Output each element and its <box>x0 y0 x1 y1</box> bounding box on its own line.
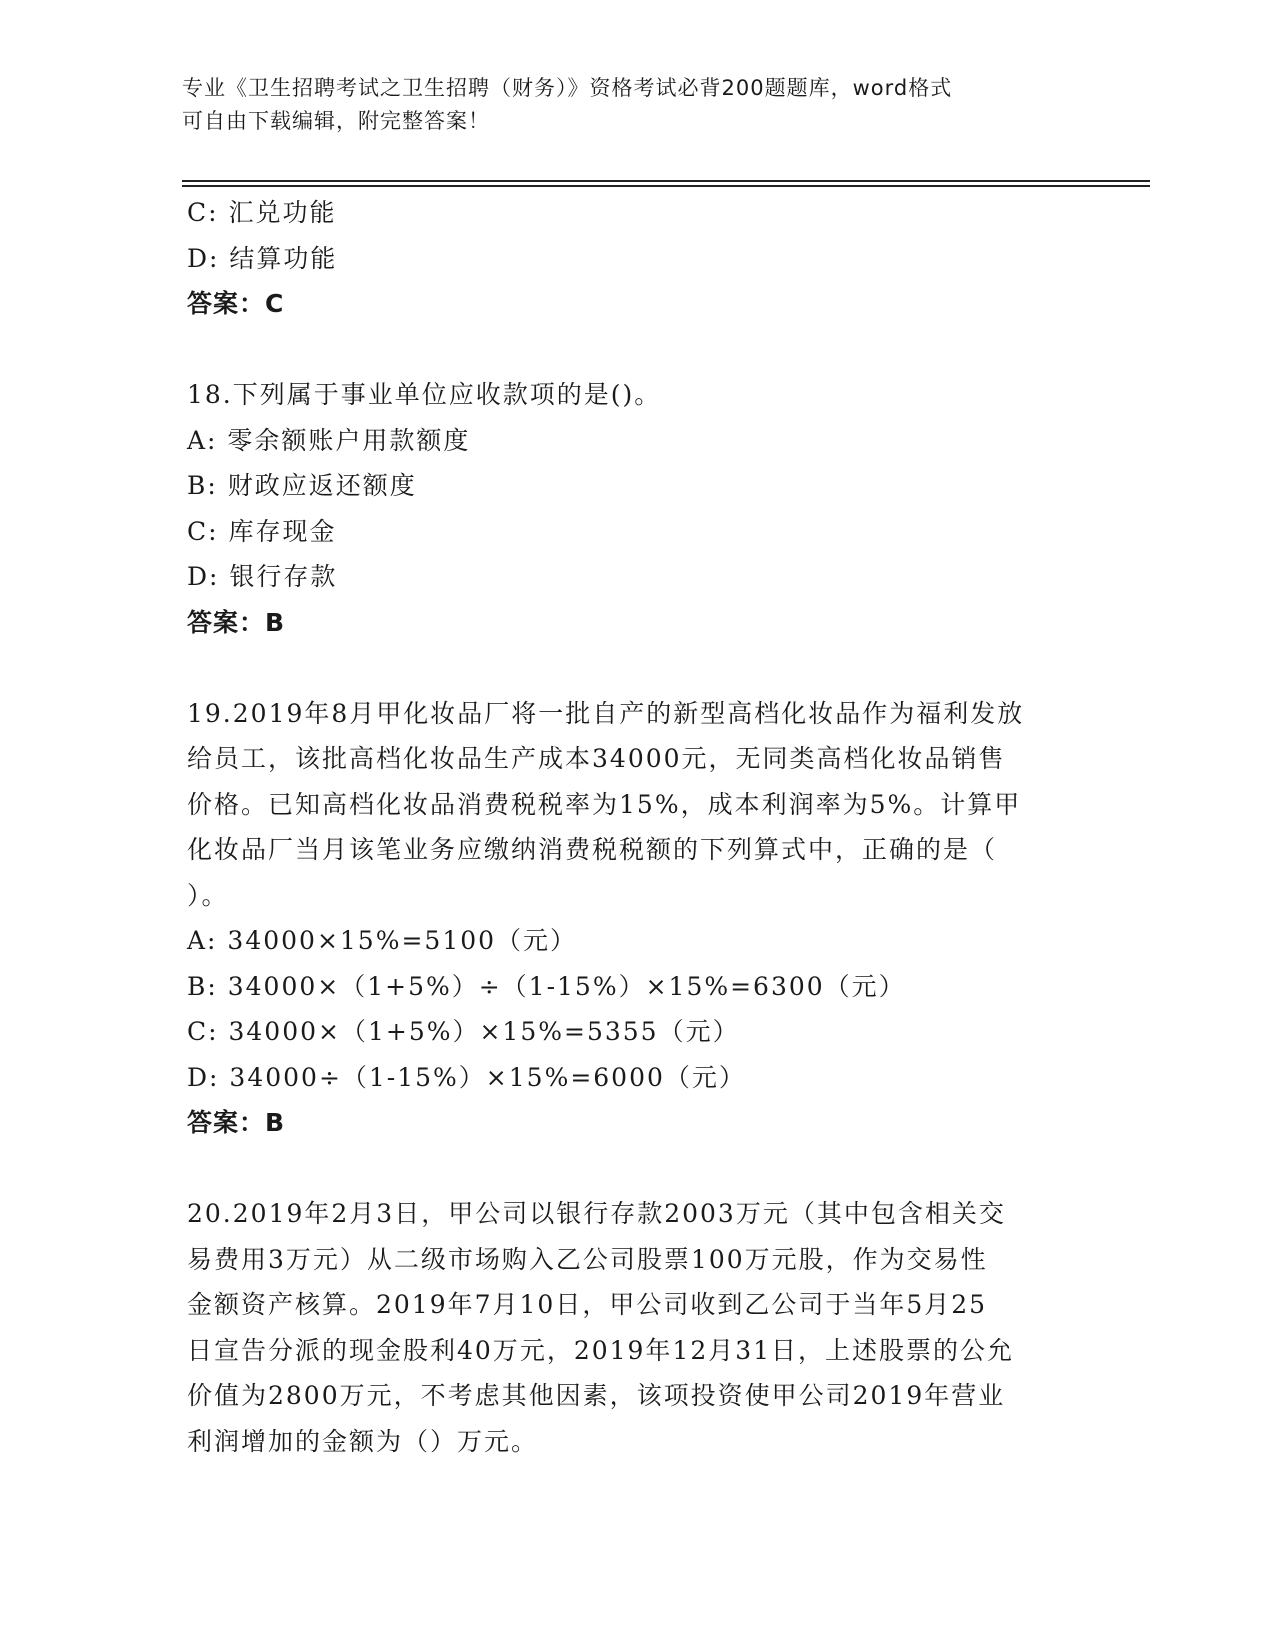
question-20-block <box>187 1191 1067 1464</box>
question-text-line: 给员工，该批高档化妆品生产成本34000元，无同类高档化妆品销售 <box>187 744 1006 773</box>
question-content <box>187 190 1067 1464</box>
spacer <box>187 1146 1067 1192</box>
option-c: C: 汇兑功能 <box>187 198 337 227</box>
spacer <box>187 645 1067 691</box>
question-text-line: 易费用3万元）从二级市场购入乙公司股票100万元股，作为交易性 <box>187 1244 988 1274</box>
question-text-line: 价格。已知高档化妆品消费税税率为15%，成本利润率为5%。计算甲 <box>187 789 1022 819</box>
option-c: C: 34000×（1+5%）×15%=5355（元） <box>187 1017 740 1046</box>
question-text-line: 利润增加的金额为（）万元。 <box>187 1426 539 1456</box>
question-text-line: 化妆品厂当月该笔业务应缴纳消费税税额的下列算式中，正确的是（ <box>187 835 998 864</box>
question-17-block <box>187 190 1067 327</box>
spacer <box>187 327 1067 373</box>
question-text-line: 20.2019年2月3日，甲公司以银行存款2003万元（其中包含相关交 <box>187 1199 1006 1228</box>
option-b: B: 34000×（1+5%）÷（1-15%）×15%=6300（元） <box>187 971 906 1001</box>
document-header <box>182 72 1062 138</box>
question-19-block <box>187 691 1067 1146</box>
question-text-line: 19.2019年8月甲化妆品厂将一批自产的新型高档化妆品作为福利发放 <box>187 698 1025 728</box>
option-b: B: 财政应返还额度 <box>187 471 417 500</box>
header-divider-top <box>182 180 1150 182</box>
question-text-line: 日宣告分派的现金股利40万元，2019年12月31日，上述股票的公允 <box>187 1335 1015 1365</box>
answer-line: 答案：B <box>187 1108 286 1137</box>
question-18-block <box>187 372 1067 645</box>
question-text: 18.下列属于事业单位应收款项的是()。 <box>187 380 662 409</box>
header-line-2: 可自由下载编辑，附完整答案！ <box>182 109 490 133</box>
answer-line: 答案：B <box>187 607 286 637</box>
header-line-1: 专业《卫生招聘考试之卫生招聘（财务）》资格考试必背200题题库，word格式 <box>182 76 953 100</box>
answer-line: 答案：C <box>187 289 285 318</box>
option-c: C: 库存现金 <box>187 516 337 546</box>
question-text-line: 价值为2800万元，不考虑其他因素，该项投资使甲公司2019年营业 <box>187 1381 1006 1410</box>
question-text-line: ）。 <box>187 880 229 910</box>
option-d: D: 银行存款 <box>187 562 338 591</box>
option-d: D: 结算功能 <box>187 243 338 273</box>
option-a: A: 34000×15%=5100（元） <box>187 926 578 955</box>
option-d: D: 34000÷（1-15%）×15%=6000（元） <box>187 1062 746 1092</box>
option-a: A: 零余额账户用款额度 <box>187 425 471 455</box>
header-divider-bottom <box>182 185 1150 187</box>
question-text-line: 金额资产核算。2019年7月10日，甲公司收到乙公司于当年5月25 <box>187 1290 988 1319</box>
